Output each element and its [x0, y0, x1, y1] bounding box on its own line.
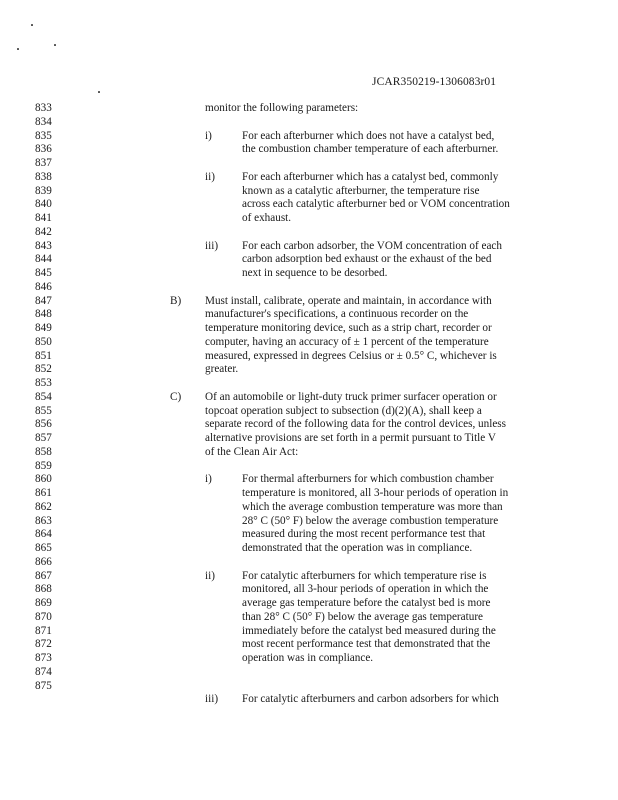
- list-item-text: most recent performance test that demonstrated that the: [242, 638, 491, 651]
- line-number: 861: [35, 487, 52, 499]
- line-number: 862: [35, 500, 52, 513]
- line-number: 865: [35, 542, 52, 554]
- paragraph-marker: B): [170, 294, 182, 307]
- line-number: 854: [35, 390, 52, 403]
- list-item-text: For catalytic afterburners for which temperature rise is: [242, 569, 487, 582]
- list-marker: i): [205, 129, 212, 142]
- line-number: 869: [35, 597, 52, 609]
- line-number: 846: [35, 280, 52, 293]
- line-number: 864: [35, 528, 52, 541]
- intro-text: monitor the following parameters:: [205, 102, 359, 114]
- list-item-text: than 28° C (50° F) below the average gas temperature: [242, 610, 484, 623]
- line-number: 833: [35, 102, 52, 114]
- line-number: 850: [35, 335, 52, 348]
- list-item-text: the combustion chamber temperature of each afterburner.: [242, 143, 499, 156]
- line-number: 871: [35, 624, 52, 637]
- paragraph-text: of the Clean Air Act:: [205, 445, 299, 458]
- document-id: JCAR350219-1306083r01: [372, 76, 497, 88]
- line-number: 852: [35, 363, 52, 376]
- line-number: 837: [35, 157, 52, 169]
- line-number: 841: [35, 212, 52, 224]
- line-number: 847: [35, 294, 52, 307]
- line-number: 839: [35, 184, 52, 197]
- scan-speck: [54, 44, 56, 46]
- list-item-text: monitored, all 3-hour periods of operation in which the: [242, 583, 489, 596]
- list-item-text: next in sequence to be desorbed.: [242, 267, 388, 279]
- list-item-text: For each afterburner which has a catalyst bed, commonly: [242, 170, 499, 183]
- line-number: 853: [35, 377, 52, 389]
- line-number: 844: [35, 253, 52, 266]
- line-number: 873: [35, 652, 52, 664]
- list-item-text: For thermal afterburners for which combustion chamber: [242, 473, 494, 486]
- list-item-text: which the average combustion temperature was more than: [242, 500, 503, 513]
- list-item-text: carbon adsorption bed exhaust or the exhaust of the bed: [242, 253, 492, 266]
- paragraph-text: Of an automobile or light-duty truck primer surfacer operation or: [205, 390, 497, 403]
- line-number: 872: [35, 638, 52, 651]
- list-marker: ii): [205, 569, 215, 582]
- paragraph-text: alternative provisions are set forth in a permit pursuant to Title V: [205, 432, 496, 444]
- line-number: 836: [35, 143, 52, 156]
- line-number: 870: [35, 610, 52, 623]
- list-item-text: demonstrated that the operation was in compliance.: [242, 542, 473, 554]
- line-number: 874: [35, 665, 52, 678]
- line-number: 856: [35, 418, 52, 431]
- line-number: 859: [35, 459, 52, 472]
- paragraph-marker: C): [170, 390, 182, 403]
- list-item-text: across each catalytic afterburner bed or VOM concentration: [242, 198, 510, 211]
- paragraph-text: greater.: [205, 363, 239, 376]
- line-number: 851: [35, 349, 52, 362]
- line-number: 857: [35, 432, 52, 444]
- line-number: 845: [35, 267, 52, 279]
- line-number: 848: [35, 308, 52, 321]
- list-marker: iii): [205, 693, 219, 706]
- list-marker: i): [205, 473, 212, 486]
- paragraph-text: Must install, calibrate, operate and maintain, in accordance with: [205, 294, 492, 307]
- line-number: 867: [35, 569, 52, 582]
- scan-speck: [98, 91, 100, 93]
- line-number: 838: [35, 170, 52, 183]
- paragraph-text: manufacturer's specifications, a continuous recorder on the: [205, 308, 469, 321]
- line-number: 855: [35, 404, 52, 417]
- list-item-text: known as a catalytic afterburner, the temperature rise: [242, 184, 480, 197]
- list-item-text: measured during the most recent performance test that: [242, 528, 486, 541]
- line-number-column: [35, 102, 52, 693]
- list-item-text: immediately before the catalyst bed measured during the: [242, 624, 496, 637]
- paragraph-text: computer, having an accuracy of ± 1 percent of the temperature: [205, 335, 489, 348]
- scan-speck: [31, 24, 33, 26]
- line-number: 843: [35, 239, 52, 252]
- list-item-text: For catalytic afterburners and carbon adsorbers for which: [242, 693, 499, 706]
- line-number: 835: [35, 129, 52, 142]
- scan-speck: [17, 48, 19, 50]
- line-number: 868: [35, 583, 52, 596]
- line-number: 860: [35, 473, 52, 486]
- list-item-text: operation was in compliance.: [242, 652, 374, 664]
- line-number: 863: [35, 514, 52, 527]
- list-item-text: of exhaust.: [242, 212, 292, 224]
- list-item-text: average gas temperature before the catalyst bed is more: [242, 597, 491, 609]
- paragraph-text: temperature monitoring device, such as a strip chart, recorder or: [205, 322, 492, 334]
- line-number: 840: [35, 198, 52, 211]
- line-number: 858: [35, 445, 52, 458]
- list-marker: iii): [205, 239, 219, 252]
- line-number: 849: [35, 322, 52, 334]
- list-item-text: For each afterburner which does not have a catalyst bed,: [242, 129, 495, 142]
- paragraph-text: topcoat operation subject to subsection (d)(2)(A), shall keep a: [205, 404, 482, 417]
- line-number: 842: [35, 225, 52, 238]
- list-marker: ii): [205, 170, 215, 183]
- paragraph-text: measured, expressed in degrees Celsius or ± 0.5° C, whichever is: [205, 349, 497, 362]
- list-item-text: For each carbon adsorber, the VOM concentration of each: [242, 239, 502, 252]
- paragraph-text: separate record of the following data for the control devices, unless: [205, 418, 507, 431]
- line-number: 875: [35, 679, 52, 692]
- list-item-text: 28° C (50° F) below the average combustion temperature: [242, 514, 499, 527]
- list-item-text: temperature is monitored, all 3-hour periods of operation in: [242, 487, 509, 499]
- line-number: 834: [35, 115, 52, 128]
- line-number: 866: [35, 555, 52, 568]
